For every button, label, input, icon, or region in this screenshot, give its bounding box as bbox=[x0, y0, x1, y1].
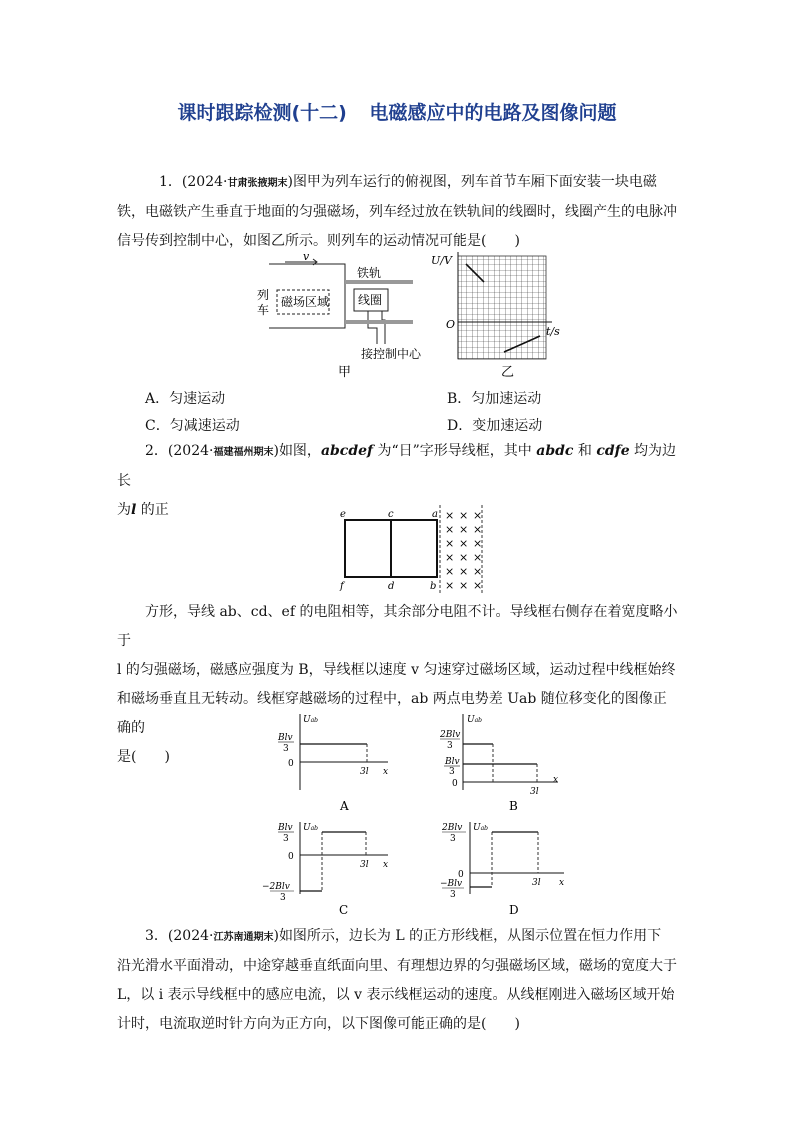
svg-text:车: 车 bbox=[257, 303, 270, 317]
origin-label: O bbox=[446, 318, 456, 331]
svg-text:Uab: Uab bbox=[303, 715, 319, 725]
svg-text:3: 3 bbox=[280, 893, 286, 903]
q1-figure-jia bbox=[255, 248, 435, 378]
q3-text bbox=[117, 922, 679, 1039]
svg-text:e: e bbox=[340, 509, 346, 520]
svg-text:0: 0 bbox=[288, 759, 294, 769]
q2-frame-figure bbox=[330, 505, 500, 595]
field-x-mark: × bbox=[445, 537, 455, 550]
svg-text:b: b bbox=[430, 581, 437, 592]
field-x-mark: × bbox=[473, 565, 483, 578]
graph-d bbox=[440, 818, 575, 918]
q3-line-1: 3．(2024·江苏南通期末)如图所示，边长为 L 的正方形线框，从图示位置在恒力作用下 bbox=[145, 928, 662, 944]
magnetic-field-marks bbox=[445, 509, 482, 592]
svg-text:x: x bbox=[553, 775, 559, 785]
svg-text:Uab: Uab bbox=[467, 715, 483, 725]
field-x-mark: × bbox=[445, 509, 455, 522]
field-x-mark: × bbox=[473, 579, 483, 592]
q1-text bbox=[117, 168, 679, 256]
rail-top bbox=[345, 280, 413, 284]
field-x-mark: × bbox=[445, 551, 455, 564]
svg-text:Uab: Uab bbox=[473, 823, 489, 833]
field-x-mark: × bbox=[459, 537, 469, 550]
svg-text:f: f bbox=[340, 581, 344, 592]
q2-line-4: l 的匀强磁场，磁感应强度为 B，导线框以速度 v 匀速穿过磁场区域，运动过程中线框始终 bbox=[117, 662, 676, 678]
field-x-mark: × bbox=[459, 509, 469, 522]
svg-text:c: c bbox=[388, 509, 394, 520]
svg-text:x: x bbox=[383, 860, 389, 870]
graph-c-label: C bbox=[339, 903, 349, 917]
q2-line-6: 是( ) bbox=[117, 749, 170, 765]
q3-line-3: L，以 i 表示导线框中的感应电流，以 v 表示线框运动的速度。从线框刚进入磁场区域开始 bbox=[117, 987, 675, 1003]
svg-text:Blv: Blv bbox=[278, 733, 293, 743]
graph-a-label: A bbox=[340, 799, 349, 813]
field-x-mark: × bbox=[459, 579, 469, 592]
q1-option-c: C．匀减速运动 bbox=[145, 418, 240, 434]
q2-line-1: 2．(2024·福建福州期末)如图，abcdef 为“日”字形导线框，其中 abdc 和 cdfe 均为边长 bbox=[117, 443, 677, 489]
rail-bottom bbox=[345, 320, 413, 324]
title-left: 课时跟踪检测(十二) bbox=[177, 102, 347, 124]
svg-text:2Blv: 2Blv bbox=[440, 730, 461, 740]
svg-text:3: 3 bbox=[447, 741, 453, 751]
field-x-mark: × bbox=[459, 551, 469, 564]
svg-text:2Blv: 2Blv bbox=[442, 823, 463, 833]
svg-text:0: 0 bbox=[288, 852, 294, 862]
svg-text:3: 3 bbox=[283, 834, 289, 844]
svg-text:−2Blv: −2Blv bbox=[262, 882, 290, 892]
q2-line-3: 方形，导线 ab、cd、ef 的电阻相等，其余部分电阻不计。导线框右侧存在着宽度略小于 bbox=[117, 604, 678, 649]
q1-line-2: 铁，电磁铁产生垂直于地面的匀强磁场，列车经过放在铁轨间的线圈时，线圈产生的电脉冲 bbox=[117, 204, 677, 220]
control-label: 接控制中心 bbox=[361, 347, 422, 361]
svg-text:列: 列 bbox=[257, 288, 270, 302]
field-x-mark: × bbox=[473, 509, 483, 522]
page-title bbox=[0, 98, 794, 125]
svg-text:3: 3 bbox=[450, 834, 456, 844]
grid bbox=[458, 256, 546, 359]
graph-b-label: B bbox=[509, 799, 518, 813]
q1-option-b: B．匀加速运动 bbox=[447, 391, 542, 407]
q1-figure-yi bbox=[428, 248, 568, 378]
graph-c bbox=[262, 818, 400, 918]
svg-text:3: 3 bbox=[450, 890, 456, 900]
x-axis-label: t/s bbox=[546, 325, 560, 338]
y-axis-label: U/V bbox=[431, 254, 452, 267]
graph-d-label: D bbox=[509, 903, 519, 917]
title-right: 电磁感应中的电路及图像问题 bbox=[369, 102, 617, 124]
q1-source: (2024·甘肃张掖期末) bbox=[181, 174, 293, 190]
field-x-mark: × bbox=[445, 565, 455, 578]
coil-label: 线圈 bbox=[358, 293, 383, 307]
svg-text:Blv: Blv bbox=[445, 757, 460, 767]
field-x-mark: × bbox=[459, 523, 469, 536]
q1-number: 1． bbox=[159, 174, 182, 190]
q3-source: (2024·江苏南通期末) bbox=[167, 928, 279, 944]
svg-text:3: 3 bbox=[449, 767, 455, 777]
q1-option-a: A．匀速运动 bbox=[145, 391, 226, 407]
svg-text:−Blv: −Blv bbox=[440, 879, 463, 889]
svg-text:d: d bbox=[388, 581, 395, 592]
field-x-mark: × bbox=[473, 551, 483, 564]
q3-line-4: 计时，电流取逆时针方向为正方向，以下图像可能正确的是( ) bbox=[117, 1016, 520, 1032]
graph-b bbox=[440, 710, 570, 815]
svg-text:3l: 3l bbox=[360, 767, 369, 777]
q1-line-1: 1．(2024·甘肃张掖期末)图甲为列车运行的俯视图，列车首节车厢下面安装一块电磁 bbox=[159, 174, 657, 190]
svg-text:0: 0 bbox=[458, 870, 464, 880]
field-x-mark: × bbox=[445, 523, 455, 536]
q1-line-3: 信号传到控制中心，如图乙所示。则列车的运动情况可能是( ) bbox=[117, 233, 520, 249]
svg-text:3: 3 bbox=[283, 744, 289, 754]
q2-source: (2024·福建福州期末) bbox=[167, 443, 279, 459]
svg-text:3l: 3l bbox=[532, 878, 541, 888]
svg-text:0: 0 bbox=[452, 779, 458, 789]
svg-text:x: x bbox=[559, 878, 565, 888]
q3-line-2: 沿光滑水平面滑动，中途穿越垂直纸面向里、有理想边界的匀强磁场区域，磁场的宽度大于 bbox=[117, 958, 677, 974]
caption-jia: 甲 bbox=[338, 365, 352, 378]
field-x-mark: × bbox=[445, 579, 455, 592]
q2-line-5: 和磁场垂直且无转动。线框穿越磁场的过程中，ab 两点电势差 Uab 随位移变化的图像正确的 bbox=[117, 691, 667, 736]
field-x-mark: × bbox=[473, 523, 483, 536]
rail-label: 铁轨 bbox=[357, 266, 382, 280]
svg-text:a: a bbox=[432, 509, 438, 520]
graph-a bbox=[270, 710, 400, 815]
svg-text:Blv: Blv bbox=[278, 823, 293, 833]
v-label: v bbox=[303, 250, 310, 263]
field-x-mark: × bbox=[459, 565, 469, 578]
field-x-mark: × bbox=[473, 537, 483, 550]
caption-yi: 乙 bbox=[501, 365, 515, 378]
svg-text:Uab: Uab bbox=[303, 823, 319, 833]
svg-text:x: x bbox=[383, 767, 389, 777]
q2-line-2: 为l 的正 bbox=[117, 502, 169, 518]
svg-text:3l: 3l bbox=[530, 787, 539, 797]
svg-text:3l: 3l bbox=[360, 860, 369, 870]
field-region-label: 磁场区域 bbox=[281, 295, 330, 309]
q1-option-d: D．变加速运动 bbox=[447, 418, 543, 434]
